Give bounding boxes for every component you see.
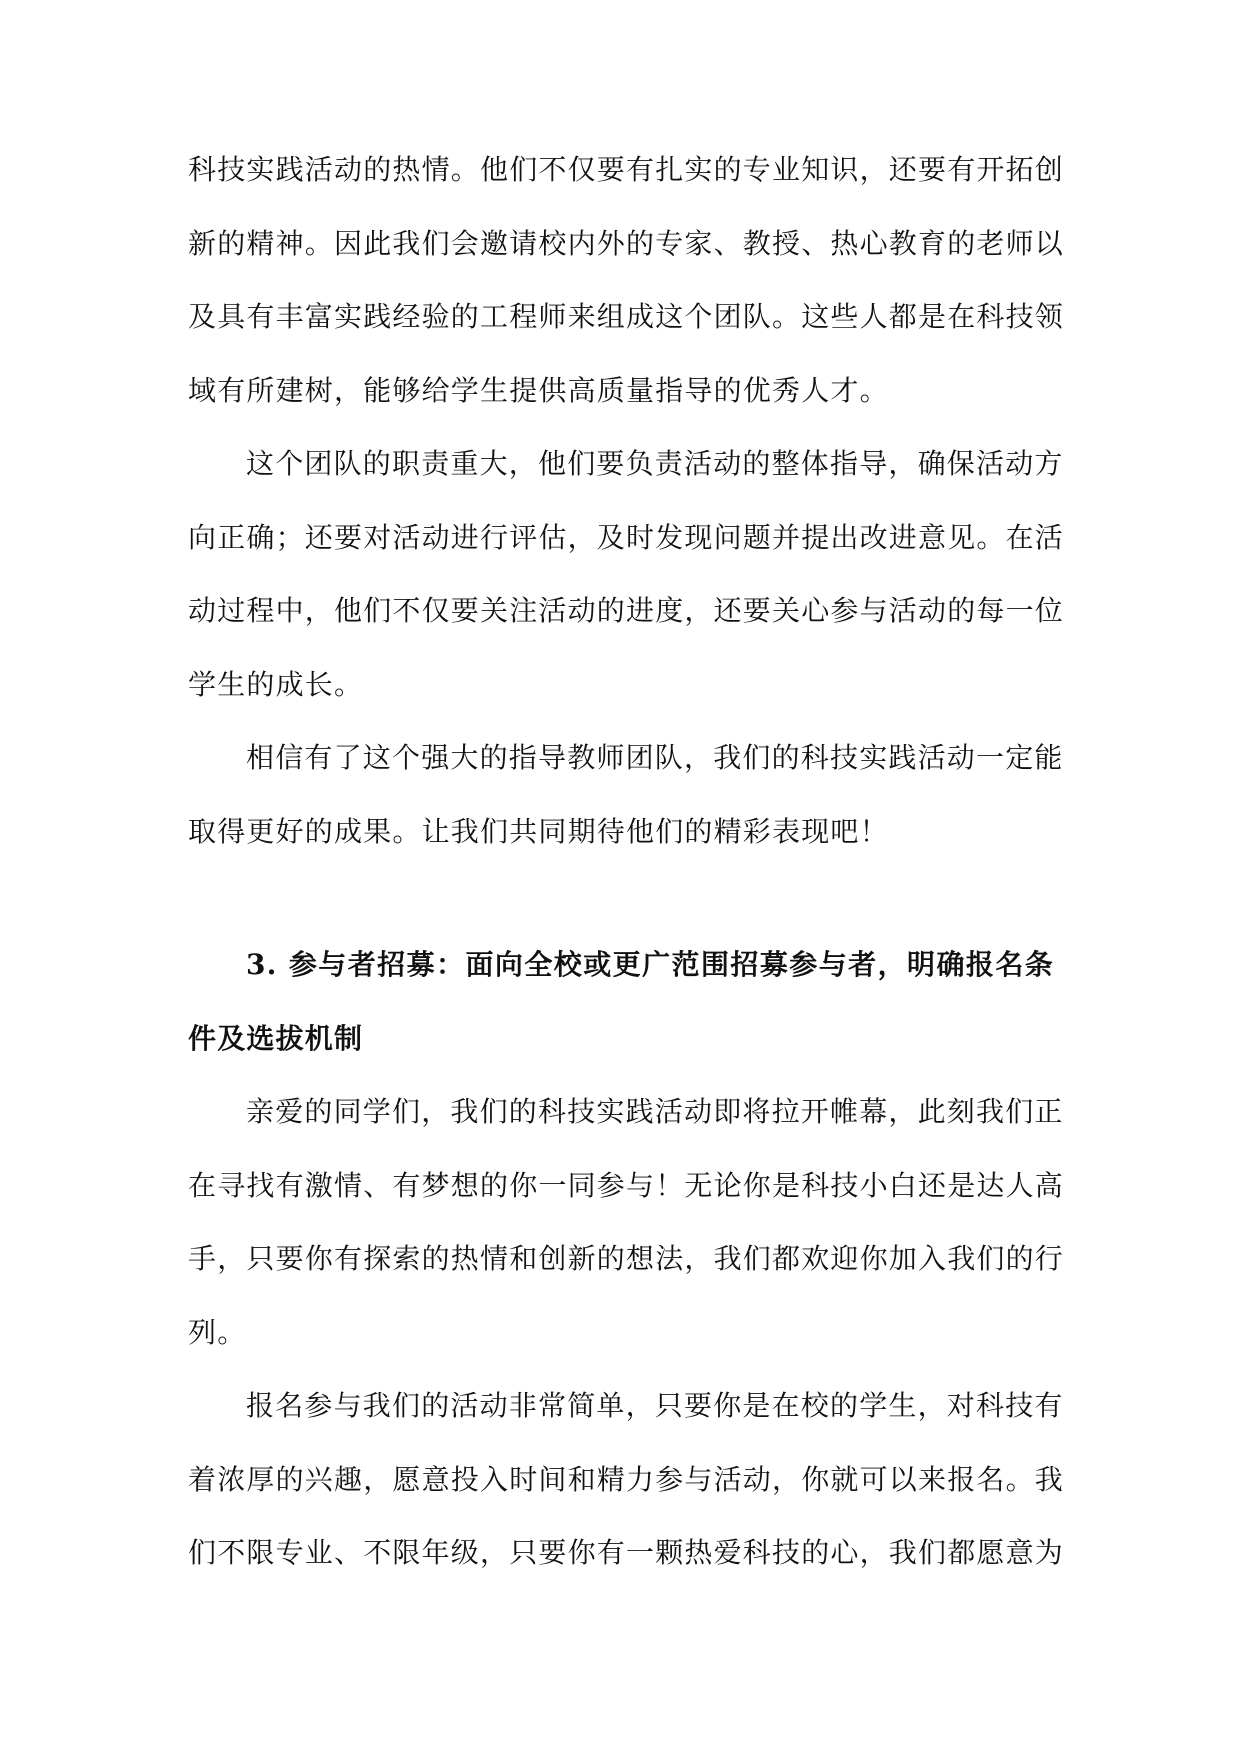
text-line: 着浓厚的兴趣，愿意投入时间和精力参与活动，你就可以来报名。我 xyxy=(188,1462,1065,1496)
document-body xyxy=(188,133,1065,1590)
text-line: 手，只要你有探索的热情和创新的想法，我们都欢迎你加入我们的行 xyxy=(188,1242,1065,1275)
text-line: 学生的成长。 xyxy=(188,667,364,701)
text-line: 动过程中，他们不仅要关注活动的进度，还要关心参与活动的每一位 xyxy=(188,594,1065,627)
section-spacer xyxy=(188,868,1054,928)
paragraph-expectation xyxy=(188,721,1064,868)
text-line: 相信有了这个强大的指导教师团队，我们的科技实践活动一定能 xyxy=(246,741,1064,774)
paragraph-team-responsibilities xyxy=(188,427,1065,721)
paragraph-guidance-team-qualities xyxy=(188,133,1065,427)
text-line: 列。 xyxy=(188,1315,247,1349)
text-line: 们不限专业、不限年级，只要你有一颗热爱科技的心，我们都愿意为 xyxy=(188,1536,1065,1569)
heading-line: 3. 参与者招募：面向全校或更广范围招募参与者，明确报名条 xyxy=(246,948,1054,981)
text-line: 新的精神。因此我们会邀请校内外的专家、教授、热心教育的老师以 xyxy=(188,226,1065,260)
paragraph-recruitment-invitation xyxy=(188,1075,1065,1369)
heading-line: 件及选拔机制 xyxy=(188,1021,364,1055)
text-line: 在寻找有激情、有梦想的你一同参与！无论你是科技小白还是达人高 xyxy=(188,1168,1065,1202)
section-heading-participant-recruitment xyxy=(188,928,1054,1075)
text-line: 报名参与我们的活动非常简单，只要你是在校的学生，对科技有 xyxy=(246,1389,1064,1422)
paragraph-registration-conditions xyxy=(188,1369,1065,1590)
text-line: 及具有丰富实践经验的工程师来组成这个团队。这些人都是在科技领 xyxy=(188,300,1065,333)
text-line: 科技实践活动的热情。他们不仅要有扎实的专业知识，还要有开拓创 xyxy=(188,153,1065,186)
text-line: 取得更好的成果。让我们共同期待他们的精彩表现吧！ xyxy=(188,814,889,848)
text-line: 这个团队的职责重大，他们要负责活动的整体指导，确保活动方 xyxy=(246,447,1064,480)
text-line: 向正确；还要对活动进行评估，及时发现问题并提出改进意见。在活 xyxy=(188,520,1065,554)
text-line: 亲爱的同学们，我们的科技实践活动即将拉开帷幕，此刻我们正 xyxy=(246,1095,1064,1128)
text-line: 域有所建树，能够给学生提供高质量指导的优秀人才。 xyxy=(188,373,889,407)
